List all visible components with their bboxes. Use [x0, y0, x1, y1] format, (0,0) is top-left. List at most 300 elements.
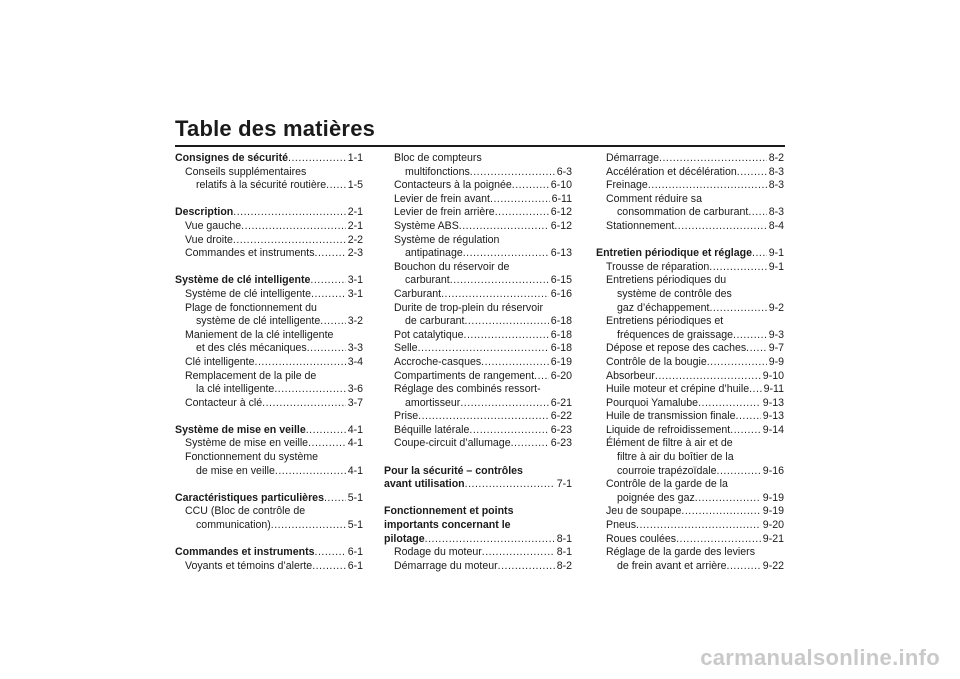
toc-entry[interactable]	[596, 261, 784, 275]
toc-entry-title: Levier de frein arrière	[394, 206, 495, 219]
toc-entry[interactable]	[384, 179, 572, 193]
toc-page-number: 3-4	[347, 355, 363, 368]
toc-page-number: 9-14	[762, 423, 784, 436]
dot-leader	[425, 533, 555, 547]
toc-entry-title: Démarrage	[606, 152, 659, 164]
toc-entry-title: relatifs à la sécurité routière	[196, 179, 327, 192]
toc-page-number: 4-1	[347, 437, 363, 450]
toc-entry[interactable]	[384, 397, 572, 411]
toc-page-number: 6-12	[550, 219, 572, 232]
toc-entry-title: Commandes et instruments	[175, 546, 315, 559]
toc-entry[interactable]	[384, 288, 572, 302]
dot-leader	[495, 206, 549, 220]
dot-leader	[636, 519, 761, 533]
toc-entry-title: Huile moteur et crépine d’huile	[606, 383, 750, 396]
toc-entry-title: Bloc de compteurs	[394, 152, 482, 164]
toc-entry-title: Absorbeur	[606, 369, 655, 382]
title-rule	[175, 145, 785, 147]
toc-entry[interactable]	[596, 329, 784, 343]
toc-entry-title: antipatinage	[405, 247, 463, 260]
toc-entry[interactable]	[175, 234, 363, 248]
toc-entry[interactable]	[596, 220, 784, 234]
toc-entry-title: Système de mise en veille	[175, 423, 306, 436]
toc-heading[interactable]	[384, 519, 572, 533]
dot-leader	[271, 519, 346, 533]
toc-entry[interactable]	[384, 234, 572, 248]
toc-entry[interactable]	[384, 370, 572, 384]
toc-entry[interactable]	[596, 424, 784, 438]
toc-heading[interactable]	[175, 546, 363, 560]
dot-leader	[659, 152, 767, 166]
toc-entry-title: multifonctions	[405, 165, 470, 178]
dot-leader	[534, 370, 549, 384]
toc-entry[interactable]	[596, 288, 784, 302]
toc-entry[interactable]	[384, 247, 572, 261]
dot-leader	[324, 492, 346, 506]
toc-entry[interactable]	[175, 560, 363, 574]
toc-page-number: 6-23	[550, 423, 572, 436]
toc-entry-title: Rodage du moteur	[394, 546, 482, 559]
toc-entry[interactable]	[175, 505, 363, 519]
toc-entry-title: Réglage des combinés ressort-	[394, 383, 541, 396]
toc-entry[interactable]	[596, 492, 784, 506]
dot-leader	[233, 206, 345, 220]
toc-page-number: 6-21	[550, 396, 572, 409]
toc-entry-title: Selle	[394, 342, 418, 355]
page-title: Table des matières	[175, 116, 376, 141]
toc-entry-title: Commandes et instruments	[185, 247, 315, 260]
toc-entry-title: communication)	[196, 519, 271, 532]
dot-leader	[717, 465, 761, 479]
toc-entry[interactable]	[596, 410, 784, 424]
dot-leader	[676, 533, 761, 547]
toc-entry-title: courroie trapézoïdale	[617, 464, 717, 477]
toc-entry[interactable]	[596, 397, 784, 411]
toc-entry[interactable]	[596, 451, 784, 465]
dot-leader	[288, 152, 346, 166]
toc-heading[interactable]	[175, 424, 363, 438]
toc-entry-title: pilotage	[384, 532, 425, 545]
toc-page-number: 6-18	[550, 315, 572, 328]
toc-entry-title: Stationnement	[606, 219, 675, 232]
toc-entry-title: Accroche-casques	[394, 355, 482, 368]
toc-entry-title: Système ABS	[394, 219, 459, 232]
dot-leader	[262, 397, 346, 411]
dot-leader	[418, 342, 549, 356]
toc-entry-title: filtre à air du boîtier de la	[617, 451, 734, 464]
toc-page-number: 9-10	[762, 369, 784, 382]
dot-leader	[470, 166, 555, 180]
toc-entry[interactable]	[384, 193, 572, 207]
toc-entry-title: Pourquoi Yamalube	[606, 396, 699, 409]
toc-entry[interactable]	[175, 437, 363, 451]
toc-entry-title: Liquide de refroidissement	[606, 423, 731, 436]
toc-page-number: 9-19	[762, 505, 784, 518]
dot-leader	[306, 424, 346, 438]
toc-entry[interactable]	[384, 437, 572, 451]
toc-entry[interactable]	[596, 166, 784, 180]
toc-entry-title: amortisseur	[405, 396, 461, 409]
toc-entry-title: Béquille latérale	[394, 423, 470, 436]
dot-leader	[464, 315, 548, 329]
toc-page-number: 6-1	[347, 546, 363, 559]
toc-entry-title: la clé intelligente	[196, 383, 275, 396]
dot-leader	[498, 560, 555, 574]
toc-entry[interactable]	[384, 383, 572, 397]
toc-page-number: 6-15	[550, 274, 572, 287]
dot-leader	[481, 356, 549, 370]
toc-page-number: 9-16	[762, 464, 784, 477]
dot-leader	[275, 465, 346, 479]
toc-entry[interactable]	[596, 206, 784, 220]
dot-leader	[320, 315, 345, 329]
toc-page-number: 9-13	[762, 410, 784, 423]
toc-page-number: 6-23	[550, 437, 572, 450]
toc-page-number: 6-11	[551, 192, 572, 205]
toc-entry[interactable]	[175, 451, 363, 465]
dot-leader	[312, 560, 345, 574]
toc-page-number: 6-1	[347, 559, 363, 572]
toc-heading[interactable]	[175, 152, 363, 166]
toc-entry-title: Comment réduire sa	[606, 192, 702, 205]
toc-page-number: 9-11	[763, 383, 784, 396]
toc-entry[interactable]	[175, 342, 363, 356]
toc-entry[interactable]	[384, 356, 572, 370]
toc-column-3	[596, 152, 784, 573]
dot-leader	[733, 329, 767, 343]
dot-leader	[709, 261, 766, 275]
dot-leader	[463, 247, 549, 261]
dot-leader	[737, 166, 767, 180]
toc-heading[interactable]	[384, 533, 572, 547]
toc-page-number: 9-2	[768, 301, 784, 314]
toc-page-number: 4-1	[347, 464, 363, 477]
toc-entry-title: Entretiens périodiques du	[606, 274, 727, 287]
toc-entry-title: Freinage	[606, 179, 648, 192]
toc-entry-title: Système de régulation	[394, 233, 500, 246]
dot-leader	[315, 546, 346, 560]
dot-leader	[655, 370, 761, 384]
toc-entry[interactable]	[175, 302, 363, 316]
toc-entry-title: Entretien périodique et réglage	[596, 247, 752, 260]
toc-entry-title: et des clés mécaniques	[196, 342, 307, 355]
toc-entry-title: Levier de frein avant	[394, 192, 490, 205]
dot-leader	[326, 179, 346, 193]
toc-page-number: 9-3	[768, 328, 784, 341]
dot-leader	[308, 437, 346, 451]
toc-heading[interactable]	[384, 505, 572, 519]
dot-leader	[310, 274, 345, 288]
toc-heading[interactable]	[175, 274, 363, 288]
toc-page-number: 9-21	[762, 532, 784, 545]
toc-entry-title: fréquences de graissage	[617, 328, 734, 341]
toc-entry[interactable]	[596, 437, 784, 451]
dot-leader	[460, 397, 548, 411]
toc-entry-title: Bouchon du réservoir de	[394, 260, 510, 273]
toc-entry[interactable]	[175, 166, 363, 180]
toc-entry[interactable]	[384, 274, 572, 288]
dot-leader	[681, 505, 760, 519]
toc-entry-title: Vue gauche	[185, 219, 242, 232]
toc-entry-title: Pot catalytique	[394, 328, 464, 341]
dot-leader	[307, 342, 346, 356]
toc-page-number: 2-3	[347, 247, 363, 260]
toc-entry[interactable]	[596, 519, 784, 533]
toc-entry-title: Durite de trop-plein du réservoir	[394, 301, 543, 314]
dot-leader	[698, 397, 761, 411]
toc-entry[interactable]	[175, 329, 363, 343]
toc-entry[interactable]	[384, 560, 572, 574]
toc-entry-title: de frein avant et arrière	[617, 559, 727, 572]
toc-column-2	[384, 152, 572, 573]
toc-entry-title: Roues coulées	[606, 532, 677, 545]
toc-entry-title: Contrôle de la bougie	[606, 355, 707, 368]
dot-leader	[695, 492, 761, 506]
watermark: carmanualsonline.info	[700, 645, 940, 670]
toc-page-number: 8-3	[768, 206, 784, 219]
toc-entry-title: Contrôle de la garde de la	[606, 478, 728, 491]
toc-page-number: 3-1	[347, 287, 363, 300]
toc-entry-title: Système de clé intelligente	[185, 287, 312, 300]
toc-entry-title: Fonctionnement et points	[384, 505, 514, 518]
toc-page-number: 6-22	[550, 410, 572, 423]
toc-page-number: 6-13	[550, 247, 572, 260]
toc-entry[interactable]	[175, 356, 363, 370]
toc-entry-title: Carburant	[394, 287, 442, 300]
dot-leader	[736, 410, 761, 424]
toc-page-number: 9-22	[762, 559, 784, 572]
toc-page-number: 7-1	[556, 478, 572, 491]
toc-entry[interactable]	[175, 383, 363, 397]
toc-entry-title: carburant	[405, 274, 450, 287]
toc-entry-title: Trousse de réparation	[606, 260, 710, 273]
toc-entry[interactable]	[596, 465, 784, 479]
dot-leader	[459, 220, 549, 234]
toc-heading[interactable]	[384, 478, 572, 492]
toc-entry-title: Remplacement de la pile de	[185, 369, 317, 382]
dot-leader	[748, 206, 766, 220]
dot-leader	[233, 234, 346, 248]
toc-entry-title: consommation de carburant	[617, 206, 749, 219]
toc-page-number: 9-7	[768, 342, 784, 355]
dot-leader	[241, 220, 346, 234]
toc-page-number: 9-1	[768, 260, 784, 273]
dot-leader	[274, 383, 345, 397]
toc-page-number: 2-1	[347, 219, 363, 232]
toc-entry-title: poignée des gaz	[617, 491, 695, 504]
toc-entry-title: Contacteurs à la poignée	[394, 179, 512, 192]
toc-page-number: 6-20	[550, 369, 572, 382]
toc-entry[interactable]	[596, 505, 784, 519]
toc-entry-title: avant utilisation	[384, 478, 465, 491]
toc-page-number: 8-2	[556, 559, 572, 572]
toc-page-number: 4-1	[347, 423, 363, 436]
toc-page-number: 8-4	[768, 219, 784, 232]
toc-page-number: 1-1	[347, 152, 363, 164]
toc-entry[interactable]	[596, 546, 784, 560]
toc-entry-title: Élément de filtre à air et de	[606, 437, 733, 450]
dot-leader	[418, 410, 549, 424]
toc-page-number: 5-1	[347, 519, 363, 532]
dot-leader	[469, 424, 548, 438]
toc-page-number: 6-19	[550, 355, 572, 368]
toc-page-number: 8-3	[768, 179, 784, 192]
toc-page-number: 3-2	[347, 315, 363, 328]
toc-entry-title: Clé intelligente	[185, 355, 255, 368]
toc-entry[interactable]	[384, 342, 572, 356]
toc-entry[interactable]	[175, 288, 363, 302]
toc-entry-title: Voyants et témoins d’alerte	[185, 559, 313, 572]
toc-entry[interactable]	[596, 274, 784, 288]
toc-entry[interactable]	[175, 397, 363, 411]
toc-entry-title: Démarrage du moteur	[394, 559, 498, 572]
toc-entry[interactable]	[596, 342, 784, 356]
toc-entry[interactable]	[384, 410, 572, 424]
toc-page-number: 9-1	[768, 247, 784, 260]
toc-entry-title: Huile de transmission finale	[606, 410, 736, 423]
toc-heading[interactable]	[175, 206, 363, 220]
toc-entry-title: CCU (Bloc de contrôle de	[185, 505, 306, 518]
toc-entry-title: Réglage de la garde des leviers	[606, 546, 755, 559]
toc-entry[interactable]	[175, 315, 363, 329]
toc-entry[interactable]	[175, 247, 363, 261]
toc-entry-title: Plage de fonctionnement du	[185, 301, 317, 314]
toc-entry[interactable]	[596, 152, 784, 166]
toc-entry[interactable]	[384, 220, 572, 234]
toc-entry[interactable]	[175, 179, 363, 193]
toc-entry-title: système de contrôle des	[617, 287, 732, 300]
dot-leader	[707, 356, 767, 370]
toc-page-number: 2-1	[347, 206, 363, 219]
toc-page-number: 6-18	[550, 342, 572, 355]
toc-entry[interactable]	[175, 465, 363, 479]
toc-entry-title: système de clé intelligente	[196, 315, 321, 328]
toc-entry-title: Pneus	[606, 519, 637, 532]
dot-leader	[730, 424, 761, 438]
toc-page-number: 8-2	[768, 152, 784, 164]
toc-entry-title: Compartiments de rangement	[394, 369, 535, 382]
toc-entry-title: Vue droite	[185, 233, 233, 246]
toc-entry[interactable]	[596, 478, 784, 492]
dot-leader	[746, 342, 767, 356]
dot-leader	[752, 247, 767, 261]
toc-entry-title: Contacteur à clé	[185, 396, 263, 409]
toc-page-number: 8-1	[556, 546, 572, 559]
toc-entry[interactable]	[384, 424, 572, 438]
toc-entry[interactable]	[384, 329, 572, 343]
toc-page-number: 1-5	[347, 179, 363, 192]
toc-page-number: 6-18	[550, 328, 572, 341]
toc-page-number: 9-13	[762, 396, 784, 409]
toc-entry-title: Conseils supplémentaires	[185, 165, 307, 178]
toc-page-number: 2-2	[347, 233, 363, 246]
toc-entry[interactable]	[596, 193, 784, 207]
dot-leader	[648, 179, 767, 193]
toc-page-number: 5-1	[347, 491, 363, 504]
toc-entry-title: de carburant	[405, 315, 465, 328]
toc-page-number: 9-19	[762, 491, 784, 504]
dot-leader	[465, 478, 555, 492]
toc-heading[interactable]	[596, 247, 784, 261]
toc-entry[interactable]	[175, 519, 363, 533]
toc-entry[interactable]	[596, 315, 784, 329]
toc-column-1	[175, 152, 363, 573]
toc-entry-title: importants concernant le	[384, 519, 511, 532]
toc-entry-title: Système de clé intelligente	[175, 274, 311, 287]
toc-entry-title: Entretiens périodiques et	[606, 315, 724, 328]
toc-entry-title: Caractéristiques particulières	[175, 491, 324, 504]
toc-entry[interactable]	[384, 261, 572, 275]
toc-entry-title: Jeu de soupape	[606, 505, 682, 518]
toc-heading[interactable]	[384, 465, 572, 479]
toc-entry[interactable]	[596, 370, 784, 384]
toc-page-number: 9-9	[768, 355, 784, 368]
toc-entry[interactable]	[384, 546, 572, 560]
dot-leader	[464, 329, 549, 343]
dot-leader	[709, 302, 766, 316]
toc-page-number: 8-1	[556, 532, 572, 545]
toc-entry[interactable]	[596, 383, 784, 397]
toc-entry[interactable]	[596, 302, 784, 316]
toc-page-number: 6-10	[550, 179, 572, 192]
toc-entry-title: gaz d’échappement	[617, 301, 710, 314]
toc-page-number: 9-20	[762, 519, 784, 532]
dot-leader	[482, 546, 555, 560]
toc-entry-title: Consignes de sécurité	[175, 152, 289, 164]
toc-entry-title: Fonctionnement du système	[185, 451, 319, 464]
toc-page-number: 6-12	[550, 206, 572, 219]
dot-leader	[511, 437, 549, 451]
toc-entry-title: Maniement de la clé intelligente	[185, 328, 334, 341]
toc-entry[interactable]	[384, 152, 572, 166]
toc-page-number: 3-3	[347, 342, 363, 355]
toc-entry-title: Dépose et repose des caches	[606, 342, 747, 355]
dot-leader	[674, 220, 766, 234]
toc-entry[interactable]	[596, 560, 784, 574]
toc-entry-title: Système de mise en veille	[185, 437, 309, 450]
toc-page-number: 3-6	[347, 383, 363, 396]
toc-entry[interactable]	[596, 533, 784, 547]
dot-leader	[512, 179, 549, 193]
toc-page-number: 6-3	[556, 165, 572, 178]
toc-entry[interactable]	[175, 370, 363, 384]
toc-entry[interactable]	[596, 356, 784, 370]
toc-entry[interactable]	[384, 315, 572, 329]
toc-entry-title: de mise en veille	[196, 464, 275, 477]
dot-leader	[490, 193, 550, 207]
toc-entry[interactable]	[596, 179, 784, 193]
toc-entry-title: Description	[175, 206, 234, 219]
toc-entry-title: Coupe-circuit d’allumage	[394, 437, 511, 450]
dot-leader	[749, 383, 761, 397]
toc-page-number: 6-16	[550, 287, 572, 300]
toc-page-number: 3-7	[347, 396, 363, 409]
toc-page-number: 3-1	[347, 274, 363, 287]
dot-leader	[450, 274, 549, 288]
toc-entry[interactable]	[175, 220, 363, 234]
dot-leader	[311, 288, 346, 302]
dot-leader	[727, 560, 761, 574]
dot-leader	[315, 247, 346, 261]
toc-entry[interactable]	[384, 302, 572, 316]
dot-leader	[255, 356, 346, 370]
toc-page-number: 8-3	[768, 165, 784, 178]
toc-entry-title: Pour la sécurité – contrôles	[384, 464, 523, 477]
toc-entry-title: Accélération et décélération	[606, 165, 737, 178]
toc-entry[interactable]	[384, 166, 572, 180]
toc-heading[interactable]	[175, 492, 363, 506]
toc-entry[interactable]	[384, 206, 572, 220]
